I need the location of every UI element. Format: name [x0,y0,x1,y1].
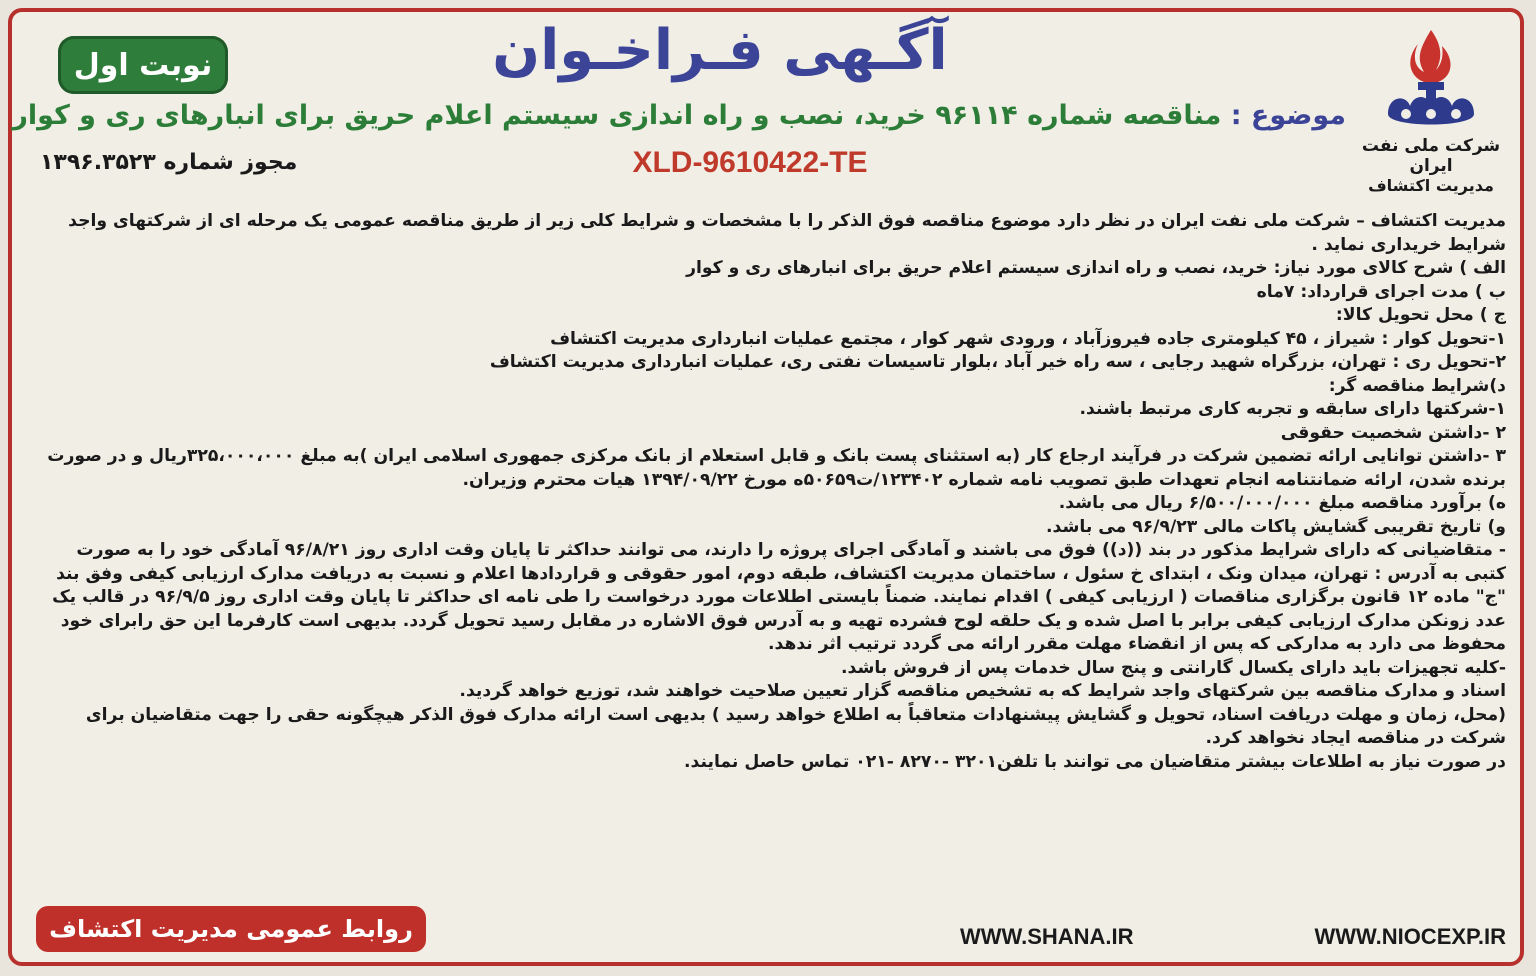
item-c: ج ) محل تحویل کالا: [1335,305,1506,325]
item-a: الف ) شرح کالای مورد نیاز: خرید، نصب و راه اندازی سیستم اعلام حریق برای انبارهای ری و کوار [686,258,1506,278]
company-logo [1356,24,1506,195]
item-f: و) تاریخ تقریبی گشایش پاکات مالی ۹۶/۹/۲۳ می باشد. [1046,516,1506,537]
subject-text: مناقصه شماره ۹۶۱۱۴ خرید، نصب و راه اندازی سیستم اعلام حریق برای انبارهای ری و کوار [12,100,1222,131]
intro-paragraph: مدیریت اکتشاف – شرکت ملی نفت ایران در نظر دارد موضوع مناقصه فوق الذکر را با مشخصات و شرایط کلی زیر از طریق مناقصه عمومی یک مرحله ای از شرکتهای واجد شرایط خریداری نماید . [68,211,1506,255]
item-d2: ۲ -داشتن شخصیت حقوقی [1280,422,1506,443]
documents-paragraph: اسناد و مدارک مناقصه بین شرکتهای واجد شرایط که به تشخیص مناقصه گزار تعیین صلاحیت خواهند شد، توزیع خواهد گردید. [459,681,1506,701]
item-b: ب ) مدت اجرای قرارداد: ۷ماه [1256,281,1506,302]
item-d3: ۳ -داشتن توانایی ارائه تضمین شرکت در فرآیند ارجاع کار (به استثنای پست بانک و قابل استعلام از بانک مرکزی جمهوری اسلامی ایران )به مبلغ ۳۲۵،۰۰۰،۰۰۰ریال و در صورت برنده شدن، ارائه ضمانتنامه انجام تعهدات طبق تصویب نامه شماره ۱۲۳۴۰۲/ت۵۰۶۵۹ه مورخ ۱۳۹۴/۰۹/۲۲ هیات محترم وزیران. [47,446,1506,490]
item-c1: ۱-تحویل کوار : شیراز ، ۴۵ کیلومتری جاده فیروزآباد ، ورودی شهر کوار ، مجتمع عملیات انبارداری مدیریت اکتشاف [550,328,1506,349]
department-name: مدیریت اکتشاف [1368,176,1494,195]
round-badge: نوبت اول [58,36,228,94]
website-niocexp[interactable]: WWW.NIOCEXP.IR [1314,924,1506,949]
contact-paragraph: در صورت نیاز به اطلاعات بیشتر متقاضیان می توانند با تلفن۳۲۰۱ -۸۲۷۰ -۰۲۱ تماس حاصل نمایند. [684,751,1506,772]
subject-line [12,100,1346,131]
public-relations-box: روابط عمومی مدیریت اکتشاف [36,906,426,952]
subject-label: موضوع : [1230,100,1346,131]
application-paragraph: - متقاضیانی که دارای شرایط مذکور در بند ((د)) فوق می باشند و آمادگی اجرای پروژه را دارند، می توانند حداکثر تا پایان وقت اداری روز ۹۶/۸/۲۱ آمادگی خود را به صورت کتبی به آدرس : تهران، میدان ونک ، ابتدای خ سئول ، ساختمان مدیریت اکتشاف، طبقه دوم، امور حقوقی و قراردادها اعلام و نسبت به دریافت مدارک ارزیابی کیفی وفق بند "ج" ماده ۱۲ قانون برگزاری مناقصات ( ارزیابی کیفی ) اقدام نمایند. ضمناً بایستی اطلاعات مورد درخواست را طی نامه ای حداکثر تا پایان وقت اداری روز ۹۶/۹/۵ در قالب یک عدد زونکن مدارک ارزیابی کیفی برابر با اصل شده و یک حلقه لوح فشرده تهیه و به آدرس فوق الاشاره در مقابل رسید تحویل گردد. بدیهی است کارفرما این حق رابرای خود محفوظ می دارد به مدارکی که پس از انقضاء مهلت مقرر ارائه می گردد ترتیب اثر ندهد. [52,540,1506,654]
page-title: آگـهی فـراخـوان [492,18,948,83]
item-d1: ۱-شرکتها دارای سابقه و تجربه کاری مرتبط باشند. [1079,399,1506,419]
notice-body [32,210,1506,910]
item-c2: ۲-تحویل ری : تهران، بزرگراه شهید رجایی ، سه راه خیر آباد ،بلوار تاسیسات نفتی ری، عملیات انبارداری مدیریت اکتشاف [489,352,1506,372]
company-name: شرکت ملی نفت ایران [1361,136,1501,176]
permit-number: مجوز شماره ۱۳۹۶.۳۵۲۳ [40,150,298,175]
nioc-flame-icon [1376,24,1486,134]
item-d: د)شرایط مناقصه گر: [1328,375,1506,396]
website-shana[interactable]: WWW.SHANA.IR [960,924,1134,949]
schedule-paragraph: (محل، زمان و مهلت دریافت اسناد، تحویل و گشایش پیشنهادات متعاقباً به اطلاع خواهد رسید ) بدیهی است ارائه مدارک فوق الذکر هیچگونه حقی را جهت متقاضیان برای شرکت در مناقصه ایجاد نخواهد کرد. [85,704,1506,748]
item-e: ه) برآورد مناقصه مبلغ ۶/۵۰۰/۰۰۰/۰۰۰ ریال می باشد. [1058,493,1506,513]
tender-code: XLD-9610422-TE [632,146,868,179]
warranty-paragraph: -کلیه تجهیزات باید دارای یکسال گارانتی و پنج سال خدمات پس از فروش باشد. [840,657,1506,678]
